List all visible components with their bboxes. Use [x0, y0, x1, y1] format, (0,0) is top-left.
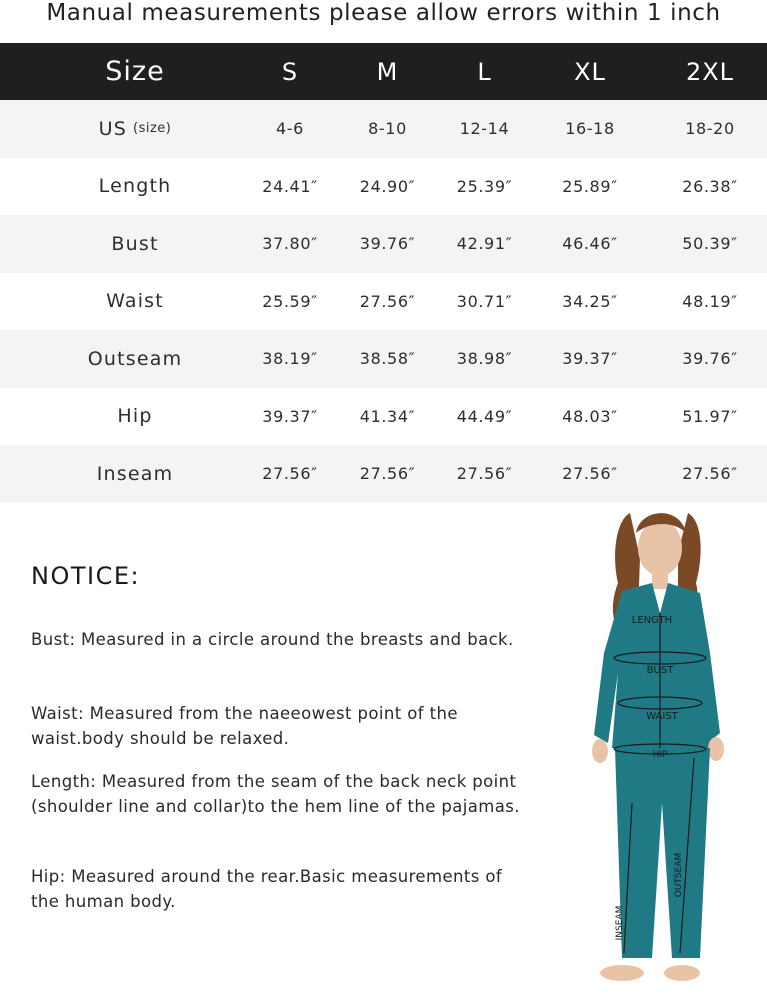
table-cell: 24.41″ — [262, 176, 318, 196]
table-cell: 25.59″ — [262, 291, 318, 311]
size-chart-table — [0, 43, 767, 503]
table-cell: 38.19″ — [262, 349, 318, 369]
table-cell: 51.97″ — [682, 406, 738, 426]
table-cell: 27.56″ — [262, 464, 318, 484]
size-header-s: S — [281, 57, 299, 86]
table-cell: 48.19″ — [682, 291, 738, 311]
row-label: Bust — [111, 232, 159, 255]
notice-hip: Hip: Measured around the rear.Basic measurements of the human body. — [31, 867, 503, 911]
notice-title: NOTICE: — [31, 562, 141, 590]
table-cell: 44.49″ — [456, 406, 513, 426]
table-cell: 25.89″ — [562, 176, 618, 196]
table-cell: 39.37″ — [562, 349, 618, 369]
hip-label: HIP — [652, 750, 668, 760]
size-header-l: L — [477, 57, 492, 86]
length-label: LENGTH — [631, 615, 673, 626]
table-cell: 38.98″ — [456, 349, 513, 369]
foot-shape — [600, 965, 644, 981]
hand-shape — [592, 739, 608, 763]
table-row-bust — [0, 215, 767, 273]
row-label-sub: (size) — [133, 121, 172, 137]
table-cell: 39.76″ — [359, 234, 416, 254]
row-label: Outseam — [87, 347, 183, 370]
model-illustration — [560, 503, 760, 1000]
bust-label: BUST — [646, 665, 674, 676]
hand-shape — [708, 737, 724, 761]
table-row-waist — [0, 273, 767, 331]
table-cell: 34.25″ — [562, 291, 618, 311]
size-header-row — [0, 43, 767, 100]
table-row-outseam — [0, 330, 767, 388]
row-label — [55, 100, 215, 158]
row-label: Hip — [117, 405, 153, 428]
table-cell: 27.56″ — [562, 464, 618, 484]
table-cell: 27.56″ — [456, 464, 513, 484]
table-cell: 8-10 — [368, 119, 407, 139]
table-row-length — [0, 158, 767, 216]
inseam-label: INSEAM — [615, 905, 625, 941]
table-cell: 4-6 — [276, 119, 304, 139]
table-cell: 16-18 — [565, 119, 615, 139]
table-cell: 24.90″ — [359, 176, 416, 196]
size-header-xl: XL — [574, 57, 606, 86]
table-cell: 50.39″ — [682, 234, 738, 254]
table-row-us — [0, 100, 767, 158]
table-cell: 39.76″ — [682, 349, 738, 369]
table-cell: 25.39″ — [456, 176, 513, 196]
table-cell: 38.58″ — [359, 349, 416, 369]
table-cell: 27.56″ — [359, 464, 416, 484]
table-cell: 39.37″ — [262, 406, 318, 426]
table-cell: 37.80″ — [262, 234, 318, 254]
table-cell: 42.91″ — [456, 234, 513, 254]
notice-waist: Waist: Measured from the naeeowest point of the waist.body should be relaxed. — [31, 704, 458, 748]
table-row-inseam — [0, 445, 767, 503]
face-shape — [638, 520, 682, 576]
size-header-2xl: 2XL — [685, 57, 735, 86]
measurement-note: Manual measurements please allow errors within 1 inch — [46, 0, 721, 26]
table-cell: 12-14 — [459, 119, 510, 139]
table-cell: 26.38″ — [682, 176, 738, 196]
row-label-text: US — [98, 117, 127, 140]
table-cell: 30.71″ — [456, 291, 513, 311]
foot-shape — [664, 965, 700, 981]
table-cell: 48.03″ — [562, 406, 618, 426]
table-cell: 41.34″ — [359, 406, 416, 426]
size-header-label: Size — [105, 56, 165, 87]
table-cell: 27.56″ — [359, 291, 416, 311]
notice-bust: Bust: Measured in a circle around the breasts and back. — [31, 630, 514, 649]
size-header-m: M — [376, 57, 399, 86]
row-label: Length — [98, 175, 172, 198]
model-figure — [560, 503, 760, 1000]
table-cell: 18-20 — [685, 119, 735, 139]
table-cell: 46.46″ — [562, 234, 618, 254]
table-row-hip — [0, 388, 767, 446]
table-cell: 27.56″ — [682, 464, 738, 484]
row-label: Inseam — [96, 462, 174, 485]
row-label: Waist — [106, 290, 164, 313]
outseam-label: OUTSEAM — [674, 852, 684, 898]
neck-shape — [652, 571, 668, 589]
notice-length: Length: Measured from the seam of the back neck point (shoulder line and collar)to the hem line of the pajamas. — [31, 772, 520, 816]
waist-label: WAIST — [646, 711, 678, 722]
